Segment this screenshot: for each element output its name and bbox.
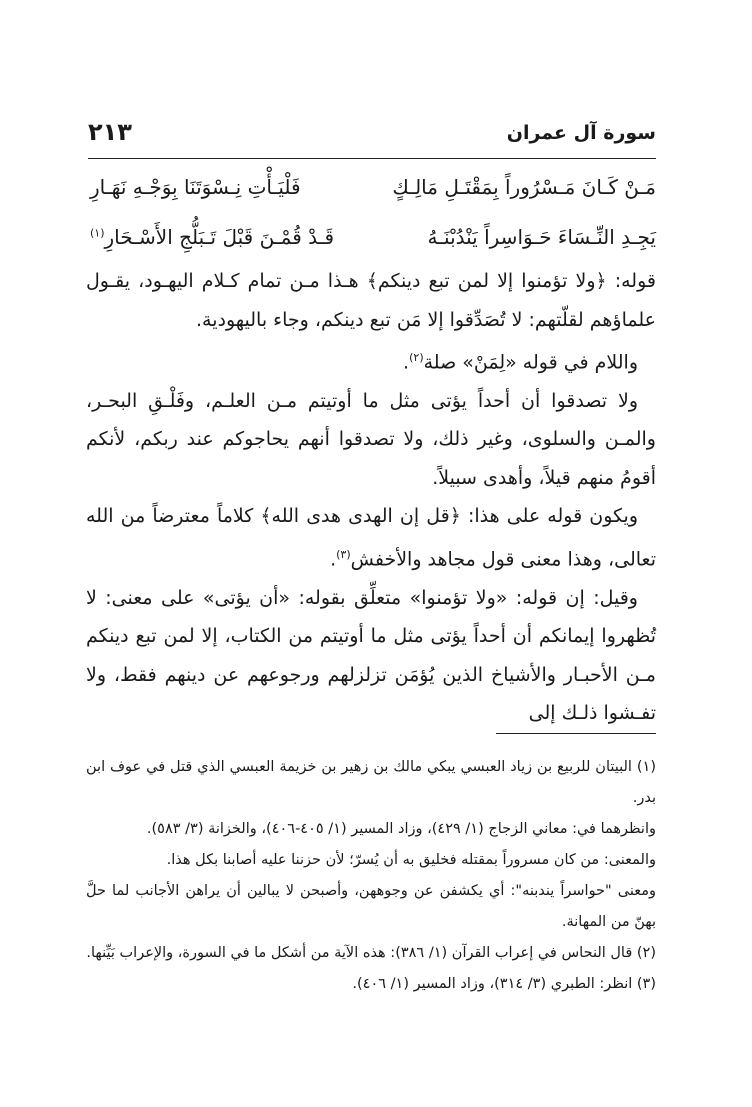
footnote-separator (496, 733, 656, 734)
paragraph: ويكون قوله على هذا: ﴿قل إن الهدى هدى الله﴾ كلاماً معترضاً من الله تعالى، وهذا معنى قول مجاهد والأخفش$^{(٣)}$. (86, 505, 656, 571)
surah-title: سورة آل عمران (506, 122, 656, 144)
footnote-ref[interactable]: (٢) (409, 351, 424, 364)
footnote-ref[interactable]: (٣) (336, 547, 351, 561)
verse-second-hemistich: فَلْيَـأْتِ نِـسْوَتَنَا بِوَجْـهِ نَهَـارِ (90, 175, 301, 199)
verse-first-hemistich: مَـنْ كَـانَ مَـسْرُوراً بِمَقْتَـلِ مَالِـكٍ (392, 175, 656, 199)
footnotes (86, 752, 656, 1000)
footnote: وانظرهما في: معاني الزجاج (١/ ٤٢٩)، وزاد المسير (١/ ٤٠٥-٤٠٦)، والخزانة (٣/ ٥٨٣). (146, 821, 656, 837)
verse-second-hemistich: قَـدْ قُمْـنَ قَبْلَ تَـبَلُّجِ الأَسْـحَارِ$^{(١)}$ (90, 225, 335, 249)
paragraph: واللام في قوله «لِمَنْ» صلة$^{(٢)}$. (403, 351, 638, 374)
paragraph: قوله: ﴿ولا تؤمنوا إلا لمن تبع دينكم﴾ هـذا مـن تمام كـلام اليهـود، يقـول علماؤهم لقلّتهم: لا تُصَدِّقوا إلا مَن تبع دينكم، وجاء باليهودية. (86, 270, 656, 331)
page-header (88, 118, 656, 159)
footnote: (١) البيتان للربيع بن زياد العبسي يبكي مالك بن زهير بن خزيمة العبسي الذي قتل في عوف ابن بدر. (86, 759, 656, 806)
paragraph: وقيل: إن قوله: «ولا تؤمنوا» متعلِّق بقوله: «أن يؤتى» على معنى: لا تُظهروا إيمانكم أن أحداً يؤتى مثل ما أوتيتم من الكتاب، إلا لمن تبع دينكم مـن الأحبـار والأشياخ الذين يُؤمَن تزلزلهم ورجوعهم عن دينهم فقط، ولا تفـشوا ذلـك إلى (86, 586, 656, 725)
footnote: (٢) قال النحاس في إعراب القرآن (١/ ٣٨٦): هذه الآية من أشكل ما في السورة، والإعراب بَيِّنها. (86, 945, 656, 961)
footnote: ومعنى "حواسراً يندبنه": أي يكشفن عن وجوههن، وأصبحن لا يبالين أن يراهن الأجانب لما حلَّ بهنّ من المهانة. (86, 883, 656, 930)
main-text (86, 262, 656, 733)
poetry-verse (90, 225, 656, 249)
footnote: (٣) انظر: الطبري (٣/ ٣١٤)، وزاد المسير (١/ ٤٠٦). (352, 976, 656, 992)
footnote: والمعنى: من كان مسروراً بمقتله فخليق به أن يُسرّ؛ لأن حزننا عليه أصابنا بكل هذا. (166, 852, 656, 868)
page-number: ٢١٣ (88, 118, 132, 146)
paragraph: ولا تصدقوا أن أحداً يؤتى مثل ما أوتيتم مـن العلـم، وفَلْـقِ البحـر، والمـن والسلوى، وغير ذلك، ولا تصدقوا أنهم يحاجوكم عند ربكم، لأنكم أقومُ منهم قيلاً، وأهدى سبيلاً. (86, 389, 656, 489)
verse-first-hemistich: يَجِـدِ النِّـسَاءَ حَـوَاسِراً يَنْدُبْنَـهُ (427, 225, 656, 249)
poetry-verse (90, 175, 656, 199)
footnote-ref[interactable]: (١) (90, 226, 105, 240)
